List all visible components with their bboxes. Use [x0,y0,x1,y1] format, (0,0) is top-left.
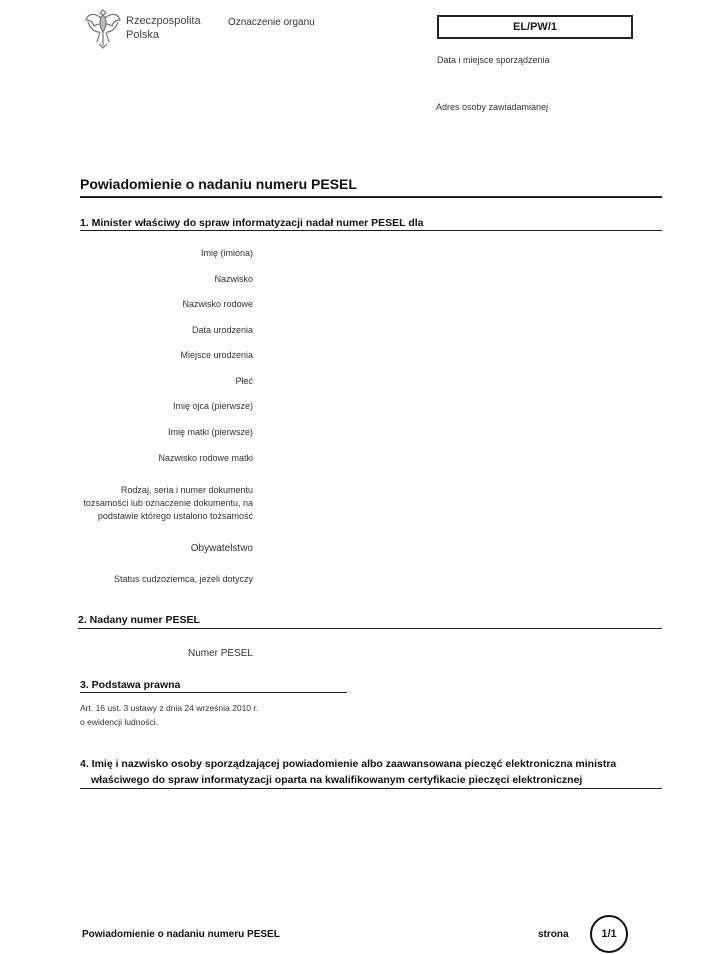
legal-basis-line-2: o ewidencji ludności. [80,717,158,727]
section-1-heading: 1. Minister właściwy do spraw informatyzacji nadał numer PESEL dla [80,217,424,229]
country-line-1: Rzeczpospolita [126,15,201,27]
legal-basis-line-1: Art. 16 ust. 3 ustawy z dnia 24 września 2010 r. [80,703,259,713]
section-3-rule [80,692,347,693]
field-label-birth-surname: Nazwisko rodowe [182,299,253,309]
identity-document-line-1: Rodzaj, seria i numer dokumentu [120,485,253,495]
field-label-citizenship: Obywatelstwo [190,543,253,554]
organ-label: Oznaczenie organu [228,17,315,28]
field-label-mother-name: Imię matki (pierwsze) [167,427,253,437]
form-code-box: EL/PW/1 [437,15,633,39]
address-label: Adres osoby zawiadamianej [436,102,549,112]
field-label-first-names: Imię (imiona) [200,248,253,258]
field-label-birth-place: Miejsce urodzenia [180,350,253,360]
legal-basis-text [80,701,280,729]
section-4-heading-line-1: 4. Imię i nazwisko osoby sporządzającej powiadomienie albo zaawansowana pieczęć elektroniczna ministra [80,758,617,770]
country-line-2: Polska [126,29,160,41]
field-label-surname: Nazwisko [214,274,253,284]
field-label-foreigner-status: Status cudzoziemca, jeżeli dotyczy [113,574,253,584]
title-rule [80,196,662,198]
section-4-rule [80,788,662,789]
field-label-birth-date: Data urodzenia [191,325,253,335]
footer-page-label: strona [538,929,569,940]
identity-document-line-2: tożsamości lub oznaczenie dokumentu, na [83,498,253,508]
section-3-heading: 3. Podstawa prawna [80,679,181,691]
section-4-heading-line-2: właściwego do spraw informatyzacji oparta na kwalifikowanym certyfikacie pieczęci elektronicznej [91,774,583,786]
identity-document-line-3: podstawie którego ustalono tożsamość [97,511,253,521]
field-label-identity-document [83,484,253,523]
eagle-emblem-icon [84,6,122,50]
date-place-label: Data i miejsce sporządzenia [437,55,550,65]
document-title: Powiadomienie o nadaniu numeru PESEL [80,176,357,192]
field-label-father-name: Imię ojca (pierwsze) [172,401,253,411]
pesel-number-label: Numer PESEL [187,648,253,659]
section-2-rule [78,628,662,629]
field-label-mother-birth-surname: Nazwisko rodowe matki [158,453,253,463]
section-1-rule [80,230,662,231]
section-2-heading: 2. Nadany numer PESEL [78,614,200,626]
country-name [126,14,201,42]
section-4-heading [80,756,660,788]
page-number-badge: 1/1 [590,915,628,953]
field-label-sex: Płeć [235,376,253,386]
footer-title: Powiadomienie o nadaniu numeru PESEL [82,929,280,940]
